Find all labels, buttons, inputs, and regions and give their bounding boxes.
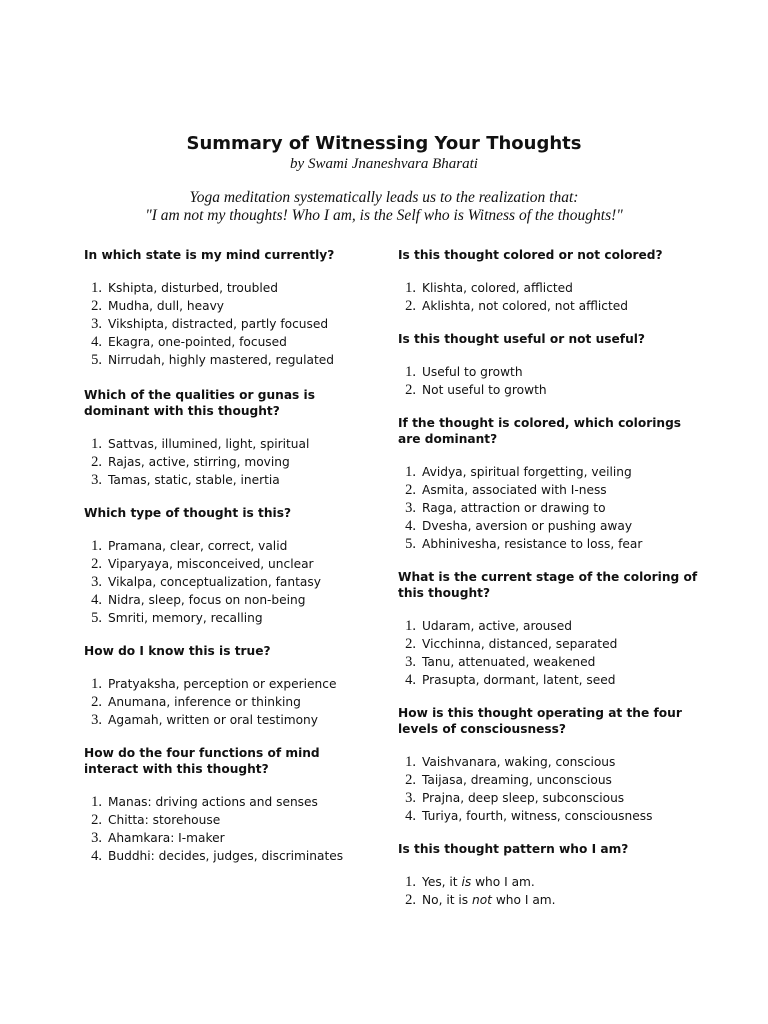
item-number: 3. — [405, 500, 416, 516]
item-number: 1. — [405, 280, 416, 296]
item-number: 4. — [405, 808, 416, 824]
answer-list — [398, 463, 698, 553]
item-number: 1. — [405, 364, 416, 380]
item-number: 2. — [405, 772, 416, 788]
item-number: 4. — [91, 334, 102, 350]
item-number: 4. — [91, 592, 102, 608]
item-number: 2. — [405, 382, 416, 398]
item-number: 2. — [91, 812, 102, 828]
answer-list — [84, 435, 374, 489]
question-section — [84, 745, 374, 865]
list-item — [84, 711, 374, 729]
document-author: by Swami Jnaneshvara Bharati — [290, 156, 478, 172]
item-text: Vikalpa, conceptualization, fantasy — [108, 575, 321, 589]
question-heading: Which type of thought is this? — [84, 506, 292, 520]
item-text: Tamas, static, stable, inertia — [108, 473, 280, 487]
item-text: Manas: driving actions and senses — [108, 795, 318, 809]
item-number: 4. — [405, 672, 416, 688]
item-text: Klishta, colored, afflicted — [422, 281, 573, 295]
question-section — [84, 247, 374, 369]
item-number: 4. — [91, 848, 102, 864]
list-item — [84, 297, 374, 315]
item-text: Mudha, dull, heavy — [108, 299, 225, 313]
right-column — [398, 247, 698, 909]
item-text: Pramana, clear, correct, valid — [108, 539, 288, 553]
item-number: 3. — [405, 790, 416, 806]
item-text: Prasupta, dormant, latent, seed — [422, 673, 616, 687]
item-text: Buddhi: decides, judges, discriminates — [108, 849, 344, 863]
answer-list — [84, 675, 374, 729]
question-section — [84, 505, 374, 627]
list-item — [398, 279, 698, 297]
list-item — [84, 793, 374, 811]
answer-list — [84, 279, 374, 369]
item-number: 3. — [91, 712, 102, 728]
item-text: Taijasa, dreaming, unconscious — [422, 773, 612, 787]
intro-line-2: "I am not my thoughts! Who I am, is the Self who is Witness of the thoughts!" — [145, 207, 623, 224]
list-item — [84, 847, 374, 865]
question-heading: How do the four functions of mind interact with this thought? — [84, 746, 320, 776]
list-item — [84, 591, 374, 609]
item-text: Useful to growth — [422, 365, 523, 379]
item-number: 1. — [405, 874, 416, 890]
list-item — [398, 499, 698, 517]
list-item — [398, 891, 698, 909]
item-text: Raga, attraction or drawing to — [422, 501, 606, 515]
list-item — [398, 363, 698, 381]
item-number: 2. — [91, 454, 102, 470]
question-section — [84, 643, 374, 729]
question-section — [84, 387, 374, 489]
item-number: 5. — [91, 352, 102, 368]
item-text: Anumana, inference or thinking — [108, 695, 301, 709]
list-item — [84, 811, 374, 829]
list-item — [398, 517, 698, 535]
question-heading: What is the current stage of the coloring of this thought? — [398, 570, 698, 600]
question-section — [398, 705, 698, 825]
item-text: Ahamkara: I-maker — [108, 831, 225, 845]
question-section — [398, 841, 698, 909]
item-text: Nidra, sleep, focus on non-being — [108, 593, 306, 607]
document-title: Summary of Witnessing Your Thoughts — [186, 133, 582, 154]
intro-line-1: Yoga meditation systematically leads us to the realization that: — [189, 189, 579, 206]
question-section — [398, 247, 698, 315]
item-number: 3. — [91, 830, 102, 846]
item-number: 2. — [405, 482, 416, 498]
item-number: 4. — [405, 518, 416, 534]
item-number: 2. — [91, 298, 102, 314]
list-item — [398, 481, 698, 499]
item-text: Ekagra, one-pointed, focused — [108, 335, 287, 349]
item-text: Turiya, fourth, witness, consciousness — [422, 809, 653, 823]
item-text: Chitta: storehouse — [108, 813, 221, 827]
question-section — [398, 331, 698, 399]
item-number: 3. — [91, 316, 102, 332]
item-text: Pratyaksha, perception or experience — [108, 677, 337, 691]
item-text: Smriti, memory, recalling — [108, 611, 263, 625]
item-number: 1. — [405, 754, 416, 770]
intro-text — [0, 189, 768, 225]
list-item — [398, 535, 698, 553]
item-text: Sattvas, illumined, light, spiritual — [108, 437, 310, 451]
question-heading: If the thought is colored, which colorings are dominant? — [398, 416, 682, 446]
list-item — [398, 789, 698, 807]
list-item — [84, 537, 374, 555]
item-text: Udaram, active, aroused — [422, 619, 572, 633]
list-item — [398, 297, 698, 315]
list-item — [84, 333, 374, 351]
list-item — [84, 315, 374, 333]
item-number: 1. — [91, 676, 102, 692]
item-number: 3. — [91, 574, 102, 590]
left-column — [84, 247, 374, 865]
item-number: 3. — [91, 472, 102, 488]
answer-list — [398, 873, 698, 909]
item-number: 1. — [91, 280, 102, 296]
list-item — [398, 753, 698, 771]
item-number: 2. — [91, 556, 102, 572]
question-heading: Which of the qualities or gunas is dominant with this thought? — [84, 388, 315, 418]
list-item — [398, 873, 698, 891]
item-text: Vikshipta, distracted, partly focused — [108, 317, 329, 331]
item-text: Dvesha, aversion or pushing away — [422, 519, 633, 533]
item-emphasis: not — [471, 893, 492, 907]
item-text: Viparyaya, misconceived, unclear — [108, 557, 314, 571]
item-number: 1. — [91, 436, 102, 452]
answer-list — [398, 753, 698, 825]
item-number: 5. — [405, 536, 416, 552]
list-item — [84, 279, 374, 297]
question-heading: How do I know this is true? — [84, 644, 271, 658]
answer-list — [398, 363, 698, 399]
item-emphasis: is — [461, 875, 472, 889]
item-number: 2. — [405, 636, 416, 652]
answer-list — [84, 793, 374, 865]
list-item — [398, 617, 698, 635]
answer-list — [398, 279, 698, 315]
item-number: 2. — [91, 694, 102, 710]
item-text: Prajna, deep sleep, subconscious — [422, 791, 625, 805]
item-text: Agamah, written or oral testimony — [108, 713, 318, 727]
item-text: Abhinivesha, resistance to loss, fear — [422, 537, 643, 551]
list-item — [398, 463, 698, 481]
question-heading: Is this thought colored or not colored? — [398, 248, 663, 262]
list-item — [84, 693, 374, 711]
item-text: Asmita, associated with I-ness — [422, 483, 607, 497]
answer-list — [84, 537, 374, 627]
list-item — [84, 609, 374, 627]
list-item — [84, 573, 374, 591]
list-item — [84, 675, 374, 693]
item-number: 1. — [91, 794, 102, 810]
question-heading: How is this thought operating at the four levels of consciousness? — [398, 706, 682, 736]
item-text: Aklishta, not colored, not afflicted — [422, 299, 628, 313]
item-number: 2. — [405, 892, 416, 908]
item-number: 1. — [405, 618, 416, 634]
answer-list — [398, 617, 698, 689]
question-heading: Is this thought useful or not useful? — [398, 332, 645, 346]
item-text: Vaishvanara, waking, conscious — [422, 755, 616, 769]
list-item — [84, 453, 374, 471]
item-text: Not useful to growth — [422, 383, 547, 397]
list-item — [84, 829, 374, 847]
item-text: No, it is not who I am. — [422, 893, 556, 907]
item-text: Nirrudah, highly mastered, regulated — [108, 353, 335, 367]
list-item — [398, 381, 698, 399]
question-heading: In which state is my mind currently? — [84, 248, 335, 262]
list-item — [398, 771, 698, 789]
item-number: 1. — [91, 538, 102, 554]
list-item — [84, 351, 374, 369]
list-item — [398, 807, 698, 825]
item-number: 5. — [91, 610, 102, 626]
list-item — [398, 653, 698, 671]
item-text: Yes, it is who I am. — [422, 875, 535, 889]
item-text: Kshipta, disturbed, troubled — [108, 281, 278, 295]
list-item — [84, 471, 374, 489]
list-item — [398, 635, 698, 653]
item-text: Tanu, attenuated, weakened — [422, 655, 596, 669]
question-section — [398, 569, 698, 689]
question-heading: Is this thought pattern who I am? — [398, 842, 629, 856]
item-text: Avidya, spiritual forgetting, veiling — [422, 465, 632, 479]
item-number: 1. — [405, 464, 416, 480]
list-item — [84, 435, 374, 453]
item-text: Vicchinna, distanced, separated — [422, 637, 618, 651]
list-item — [84, 555, 374, 573]
list-item — [398, 671, 698, 689]
item-number: 2. — [405, 298, 416, 314]
item-text: Rajas, active, stirring, moving — [108, 455, 290, 469]
question-section — [398, 415, 698, 553]
item-number: 3. — [405, 654, 416, 670]
